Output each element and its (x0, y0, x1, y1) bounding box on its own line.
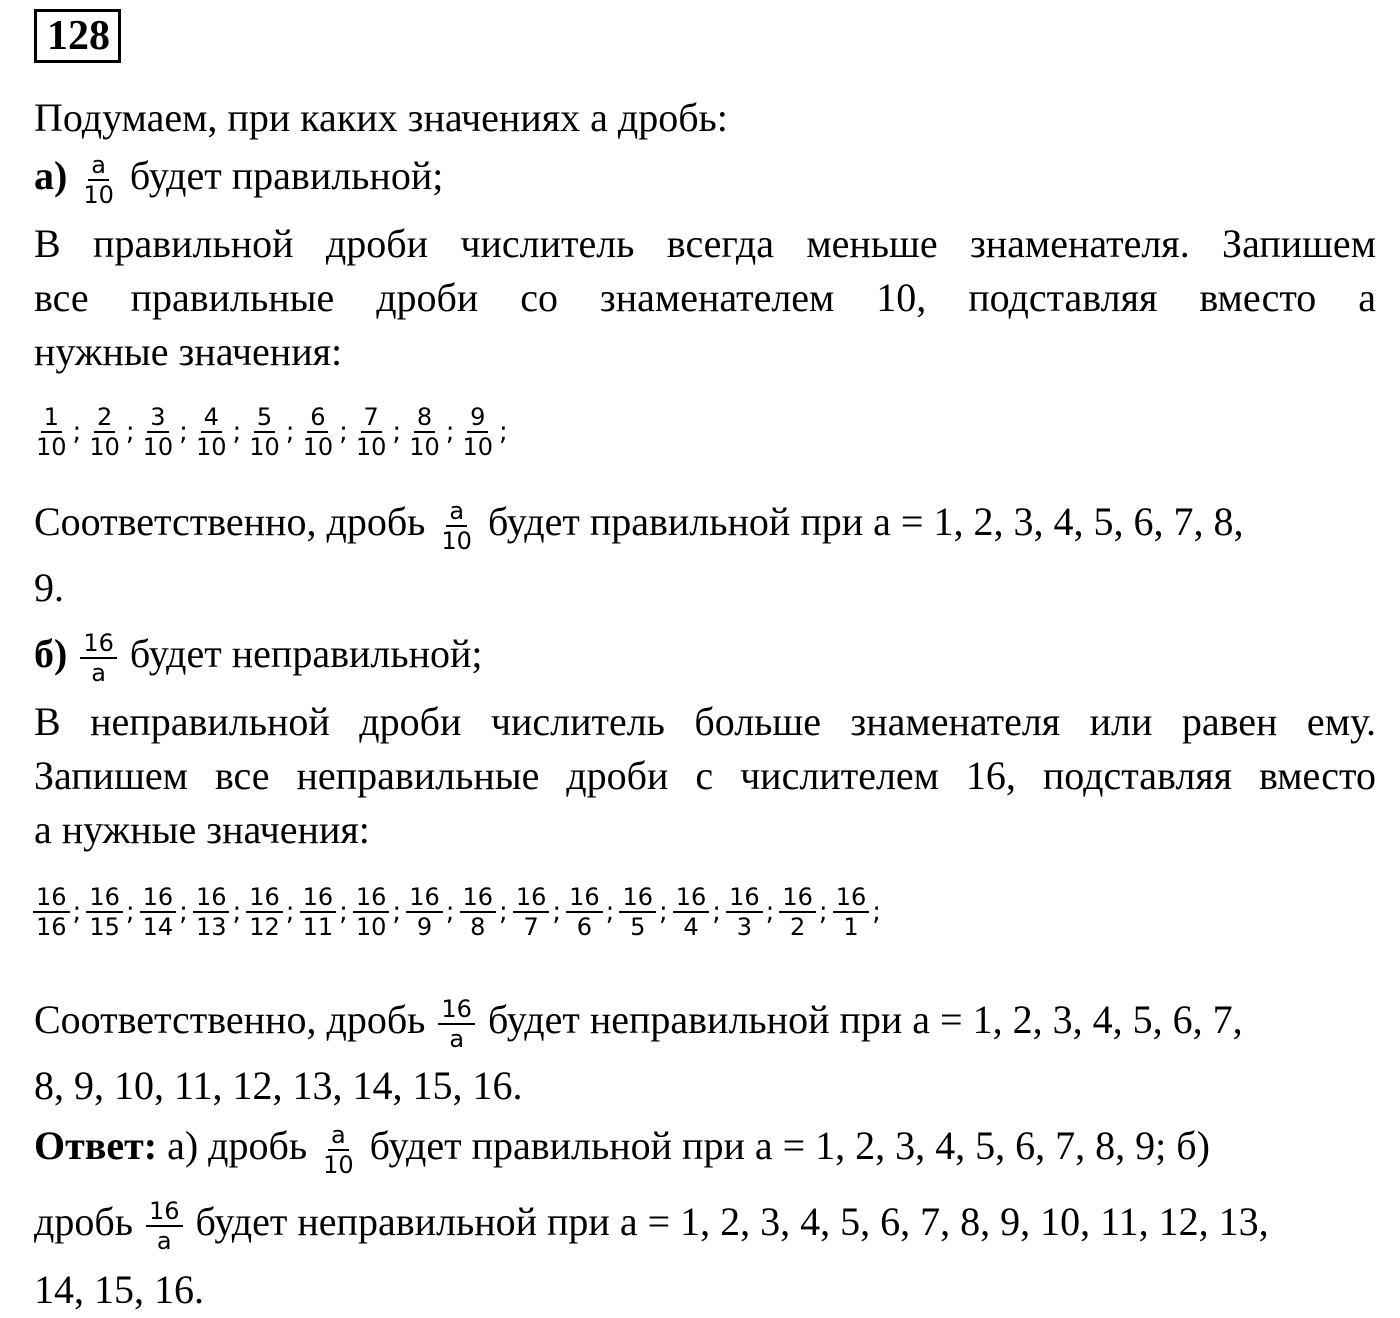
fraction-denominator: 11 (302, 913, 334, 941)
fraction-numerator: 16 (726, 884, 763, 913)
fraction-denominator: 10 (409, 433, 440, 461)
fraction-numerator: 16 (460, 884, 497, 913)
fraction-denominator: 15 (89, 913, 120, 941)
fraction-separator: ; (658, 897, 668, 927)
list-fraction (833, 884, 870, 940)
answer-line-1 (34, 1122, 1376, 1178)
answer-a-pre: а) дробь (167, 1123, 308, 1169)
part-b-paragraph-line-1: В неправильной дроби числитель больше знаменателя или равен ему. (34, 699, 1376, 744)
fraction-denominator: 10 (249, 433, 280, 461)
part-a-fraction (80, 152, 117, 208)
fraction-denominator: 4 (683, 913, 699, 941)
part-b-conclusion-post: будет неправильной при а = 1, 2, 3, 4, 5, 6, 7, (487, 997, 1243, 1043)
fraction-separator: ; (499, 417, 508, 447)
list-fraction (33, 884, 70, 940)
fraction-separator: ; (872, 897, 881, 927)
fraction-separator: ; (445, 897, 455, 927)
list-fraction (406, 884, 443, 940)
list-fraction (300, 884, 337, 940)
fraction-separator: ; (72, 417, 82, 447)
fraction-denominator: 14 (142, 913, 174, 941)
fraction-numerator: a (88, 152, 109, 181)
list-fraction (193, 884, 230, 940)
fraction-denominator: a (449, 1025, 465, 1053)
fraction-numerator: a (446, 498, 467, 527)
part-b-conclusion-end: 8, 9, 10, 11, 12, 13, 14, 15, 16. (34, 1063, 523, 1108)
part-b-heading (34, 630, 1376, 686)
list-fraction (619, 884, 656, 940)
part-a-paragraph-line-2: все правильные дроби со знаменателем 10, подставляя вместо а (34, 275, 1376, 320)
part-a-paragraph-line-3: нужные значения: (34, 329, 343, 374)
list-fraction (779, 884, 816, 940)
fraction-separator: ; (179, 417, 188, 447)
fraction-separator: ; (605, 897, 615, 927)
list-fraction (673, 884, 710, 940)
part-b-fraction-list (30, 884, 883, 940)
fraction-numerator: 6 (307, 404, 328, 433)
part-a-conclusion-post: будет правильной при а = 1, 2, 3, 4, 5, 6, 7, 8, (487, 499, 1244, 545)
fraction-separator: ; (72, 897, 82, 927)
list-fraction (140, 884, 177, 940)
fraction-numerator: 16 (146, 1198, 183, 1227)
list-fraction (353, 404, 390, 460)
fraction-numerator: a (328, 1122, 349, 1151)
fraction-separator: ; (445, 417, 455, 447)
fraction-numerator: 3 (147, 404, 168, 433)
list-fraction (566, 884, 603, 940)
fraction-denominator: 5 (630, 913, 646, 941)
fraction-separator: ; (392, 417, 402, 447)
list-fraction (300, 404, 337, 460)
fraction-denominator: 10 (142, 433, 174, 461)
fraction-separator: ; (499, 897, 508, 927)
fraction-numerator: 16 (86, 884, 123, 913)
part-a-conclusion-end: 9. (34, 565, 64, 610)
fraction-numerator: 16 (193, 884, 230, 913)
part-b-label: б) (34, 631, 68, 677)
fraction-numerator: 5 (254, 404, 275, 433)
fraction-numerator: 16 (513, 884, 550, 913)
fraction-numerator: 16 (566, 884, 603, 913)
part-b-paragraph-line-3: а нужные значения: (34, 807, 370, 852)
fraction-separator: ; (285, 897, 295, 927)
fraction-numerator: 16 (833, 884, 870, 913)
part-b-fraction (80, 630, 117, 686)
fraction-denominator: 12 (249, 913, 280, 941)
list-fraction (460, 884, 497, 940)
part-a-conclusion-pre: Соответственно, дробь (34, 499, 426, 545)
fraction-numerator: 16 (673, 884, 710, 913)
fraction-separator: ; (232, 417, 242, 447)
fraction-numerator: 16 (779, 884, 816, 913)
fraction-denominator: 6 (576, 913, 593, 941)
list-fraction (86, 884, 123, 940)
fraction-denominator: 1 (843, 913, 859, 941)
part-b-text: будет неправильной; (129, 631, 483, 677)
fraction-numerator: 16 (246, 884, 283, 913)
fraction-numerator: 16 (406, 884, 443, 913)
fraction-denominator: 10 (195, 433, 227, 461)
fraction-numerator: 16 (140, 884, 177, 913)
part-b-conclusion (34, 996, 1376, 1052)
fraction-denominator: 10 (355, 433, 387, 461)
fraction-numerator: 2 (94, 404, 115, 433)
list-fraction (33, 404, 70, 460)
part-a-heading (34, 152, 1376, 208)
list-fraction (246, 404, 283, 460)
list-fraction (353, 884, 390, 940)
answer-b-post: будет неправильной при а = 1, 2, 3, 4, 5, 6, 7, 8, 9, 10, 11, 12, 13, (195, 1199, 1269, 1245)
intro-line: Подумаем, при каких значениях а дробь: (34, 95, 728, 140)
part-a-conclusion (34, 498, 1376, 554)
fraction-denominator: a (156, 1227, 172, 1255)
answer-label: Ответ: (34, 1123, 158, 1169)
fraction-denominator: 7 (523, 913, 539, 941)
fraction-separator: ; (712, 897, 722, 927)
part-b-conclusion-fraction (438, 996, 475, 1052)
answer-b-pre: дробь (34, 1199, 133, 1245)
part-b-paragraph-line-2: Запишем все неправильные дроби с числителем 16, подставляя вместо (34, 753, 1376, 798)
answer-a-fraction (320, 1122, 357, 1178)
fraction-separator: ; (339, 897, 348, 927)
list-fraction (726, 884, 763, 940)
fraction-denominator: a (91, 659, 106, 687)
list-fraction (193, 404, 230, 460)
fraction-numerator: 16 (353, 884, 390, 913)
fraction-numerator: 16 (438, 996, 475, 1025)
part-a-text: будет правильной; (129, 153, 444, 199)
fraction-separator: ; (179, 897, 188, 927)
fraction-separator: ; (339, 417, 348, 447)
fraction-denominator: 3 (736, 913, 752, 941)
list-fraction (460, 404, 497, 460)
fraction-numerator: 16 (619, 884, 656, 913)
fraction-denominator: 8 (470, 913, 486, 941)
fraction-separator: ; (765, 897, 775, 927)
fraction-numerator: 16 (80, 630, 117, 659)
fraction-numerator: 7 (361, 404, 382, 433)
answer-a-post: будет правильной при а = 1, 2, 3, 4, 5, 6, 7, 8, 9; б) (369, 1123, 1210, 1169)
fraction-separator: ; (125, 417, 135, 447)
fraction-separator: ; (392, 897, 402, 927)
fraction-numerator: 4 (201, 404, 222, 433)
fraction-numerator: 8 (414, 404, 435, 433)
answer-line-3: 14, 15, 16. (34, 1267, 204, 1312)
fraction-separator: ; (818, 897, 828, 927)
fraction-numerator: 16 (300, 884, 337, 913)
fraction-denominator: 10 (462, 433, 494, 461)
fraction-denominator: 2 (790, 913, 806, 941)
part-a-label: а) (34, 153, 68, 199)
list-fraction (140, 404, 177, 460)
fraction-denominator: 16 (36, 913, 67, 941)
fraction-denominator: 10 (36, 433, 67, 461)
fraction-denominator: 10 (355, 913, 387, 941)
fraction-denominator: 13 (195, 913, 227, 941)
part-b-conclusion-pre: Соответственно, дробь (34, 997, 426, 1043)
part-a-conclusion-fraction (438, 498, 475, 554)
fraction-separator: ; (552, 897, 562, 927)
list-fraction (86, 404, 123, 460)
fraction-separator: ; (125, 897, 135, 927)
answer-b-fraction (146, 1198, 183, 1254)
fraction-numerator: 9 (467, 404, 488, 433)
fraction-numerator: 1 (41, 404, 62, 433)
answer-line-2 (34, 1198, 1376, 1254)
fraction-denominator: 10 (441, 527, 472, 555)
fraction-denominator: 9 (416, 913, 433, 941)
fraction-denominator: 10 (83, 181, 114, 209)
list-fraction (513, 884, 550, 940)
fraction-denominator: 10 (89, 433, 120, 461)
task-number: 128 (34, 9, 121, 63)
fraction-separator: ; (232, 897, 242, 927)
list-fraction (406, 404, 443, 460)
part-a-paragraph-line-1: В правильной дроби числитель всегда меньше знаменателя. Запишем (34, 221, 1376, 266)
part-a-fraction-list (30, 404, 510, 460)
fraction-numerator: 16 (33, 884, 70, 913)
list-fraction (246, 884, 283, 940)
fraction-denominator: 10 (323, 1151, 354, 1179)
fraction-denominator: 10 (302, 433, 334, 461)
fraction-separator: ; (285, 417, 295, 447)
